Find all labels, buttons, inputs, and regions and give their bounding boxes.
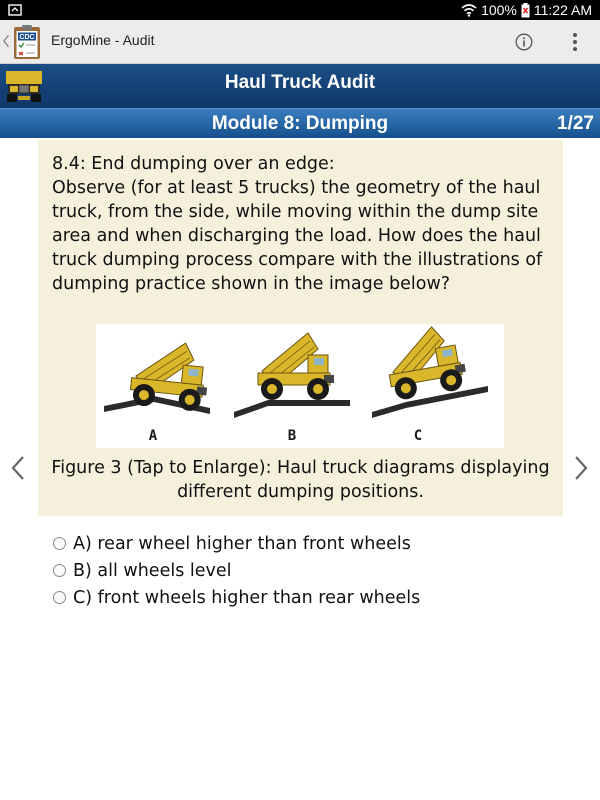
option-c-radio[interactable] bbox=[53, 591, 66, 604]
truck-diagram-b bbox=[234, 333, 350, 418]
answer-options bbox=[53, 530, 573, 611]
cdc-clipboard-logo-icon[interactable] bbox=[12, 24, 42, 60]
status-time: 11:22 AM bbox=[533, 2, 592, 18]
truck-diagram-c bbox=[372, 324, 488, 418]
question-text bbox=[52, 152, 557, 296]
option-c-label: C) front wheels higher than rear wheels bbox=[73, 587, 421, 608]
module-title: Module 8: Dumping bbox=[211, 113, 389, 134]
figure-label-b: B bbox=[287, 428, 297, 444]
option-b-label: B) all wheels level bbox=[73, 560, 232, 581]
battery-icon bbox=[521, 3, 530, 18]
figure-label-a: A bbox=[148, 428, 158, 444]
previous-question-chevron-icon[interactable] bbox=[10, 455, 26, 481]
status-right bbox=[461, 1, 592, 19]
next-question-chevron-icon[interactable] bbox=[573, 455, 589, 481]
truck-diagrams bbox=[96, 324, 504, 448]
svg-text:CDC: CDC bbox=[19, 34, 35, 41]
app-title: ErgoMine - Audit bbox=[51, 32, 155, 48]
option-c[interactable] bbox=[53, 584, 573, 611]
wifi-icon bbox=[461, 4, 477, 17]
battery-percent: 100% bbox=[481, 2, 517, 18]
question-card bbox=[38, 140, 563, 516]
module-bar bbox=[0, 108, 600, 138]
truck-diagram-a bbox=[104, 338, 211, 414]
option-a-label: A) rear wheel higher than front wheels bbox=[73, 533, 411, 554]
overflow-menu-icon[interactable] bbox=[570, 32, 580, 52]
info-icon[interactable] bbox=[515, 33, 533, 51]
status-bar bbox=[0, 0, 600, 20]
figure-label-c: C bbox=[413, 428, 423, 444]
header-title: Haul Truck Audit bbox=[224, 72, 376, 93]
header-bar bbox=[0, 64, 600, 108]
option-a[interactable] bbox=[53, 530, 573, 557]
page-counter: 1/27 bbox=[557, 113, 594, 134]
back-chevron-icon[interactable] bbox=[2, 33, 10, 49]
option-b-radio[interactable] bbox=[53, 564, 66, 577]
option-b[interactable] bbox=[53, 557, 573, 584]
figure-caption[interactable]: Figure 3 (Tap to Enlarge): Haul truck diagrams displaying different dumping positions. bbox=[51, 458, 550, 502]
option-a-radio[interactable] bbox=[53, 537, 66, 550]
question-body: Observe (for at least 5 trucks) the geometry of the haul truck, from the side, while moving within the dump site area and when discharging the load. How does the haul truck dumping process compare with the illustrations of dumping practice shown in the image below? bbox=[52, 178, 543, 294]
figure-image[interactable] bbox=[96, 324, 504, 448]
question-heading: 8.4: End dumping over an edge: bbox=[52, 154, 335, 174]
notification-icon bbox=[8, 3, 22, 17]
app-bar bbox=[0, 20, 600, 64]
